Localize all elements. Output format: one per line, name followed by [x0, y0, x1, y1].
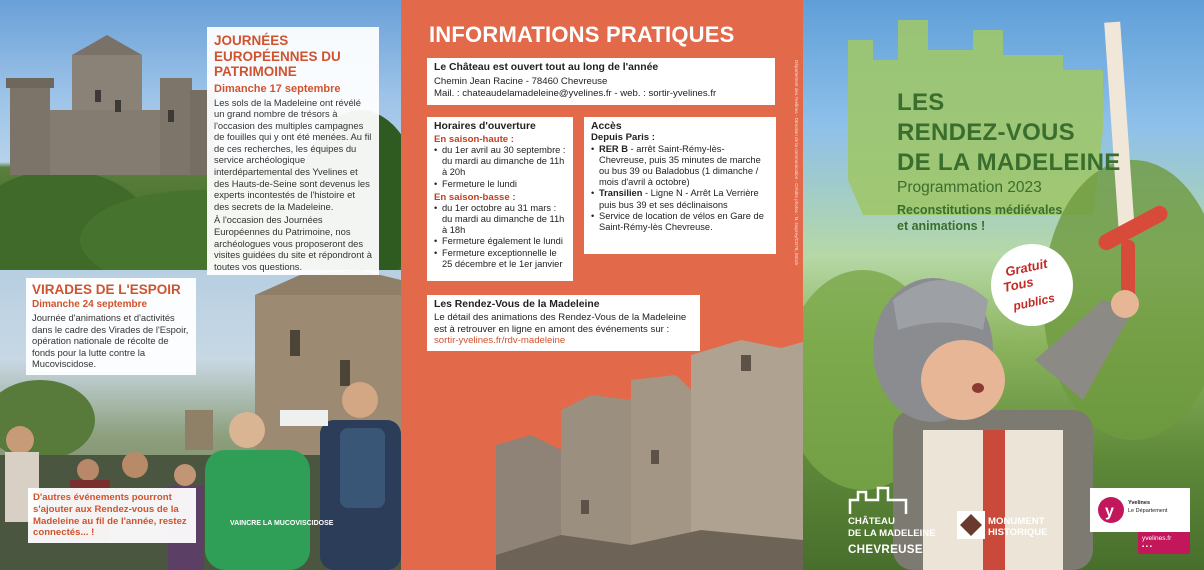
hours-box — [427, 117, 573, 281]
low-season-item: • Fermeture exceptionnelle le 25 décembre et le 1er janvier — [434, 248, 566, 270]
chateau-logo-line: DE LA MADELEINE — [848, 528, 936, 539]
rdv-heading: Les Rendez-Vous de la Madeleine — [434, 299, 600, 310]
virades-title: VIRADES DE L'ESPOIR — [32, 282, 181, 297]
photo-credit-text: Département des Yvelines - Direction de la communication - Crédits photos : N. Duprey/CD78, iStock — [794, 60, 799, 266]
virades-text: Journée d'animations et d'activités dans le cadre des Virades de l'Espoir, opération nationale de récolte de fonds pour la lutte contre la Mucoviscidose. — [32, 312, 189, 370]
jep-text-2: À l'occasion des Journées Européennes du Patrimoine, nos archéologues vous proposeront des visites guidées du site et répondront à toutes vos questions. — [214, 214, 372, 272]
chateau-logo-line: CHEVREUSE — [848, 543, 923, 556]
more-events-card — [28, 488, 196, 543]
castle-ruins-photo — [401, 300, 803, 570]
jep-text-1: Les sols de la Madeleine ont révélé un grand nombre de trésors à l'occasion des multiples campagnes de fouilles qui y ont été menées. Au fil de ces recherches, les équipes du service archéologique interdépartemental des Yvelines et des Hauts-de-Seine sont devenus les experts incontestés de l'histoire et des secrets de la Madeleine. — [214, 96, 372, 212]
yvelines-url[interactable]: yvelines.fr — [1138, 532, 1190, 554]
monument-historique-logo — [957, 511, 1057, 541]
social-icons[interactable]: ▪ ▪ ▪ — [1142, 544, 1152, 550]
badge-line: Gratuit — [1003, 255, 1049, 280]
badge-line: Tous — [1001, 273, 1035, 296]
opening-heading: Le Château est ouvert tout au long de l'année — [434, 62, 659, 73]
subtitle-line: et animations ! — [897, 219, 986, 233]
main-title — [897, 88, 1121, 178]
high-season-item: • Fermeture le lundi — [434, 179, 566, 190]
access-item-text: - arrêt Saint-Rémy-lès-Chevreuse, puis 35 minutes de marche ou bus 39 ou Baladobus (1 dimanche / mois d'avril à octobre) — [599, 143, 761, 188]
svg-text:y: y — [1105, 503, 1114, 520]
contact-line[interactable]: Mail. : chateaudelamadeleine@yvelines.fr - web. : sortir-yvelines.fr — [434, 87, 717, 99]
low-season-item: • du 1er octobre au 31 mars : du mardi au dimanche de 11h à 18h — [434, 203, 566, 237]
access-item-bike — [591, 211, 769, 233]
chateau-logo — [820, 486, 940, 556]
high-season-label: En saison-haute : — [434, 134, 514, 145]
jep-title: JOURNÉES EUROPÉENNES DU PATRIMOINE — [214, 33, 341, 79]
castle-outline-icon — [848, 486, 908, 516]
main-title-line: DE LA MADELEINE — [897, 149, 1121, 176]
main-title-line: LES — [897, 89, 945, 116]
access-heading: Accès — [591, 121, 622, 132]
access-item-rer — [591, 144, 769, 189]
tshirt-text: VAINCRE LA MUCOVISCIDOSE — [230, 520, 334, 527]
yvelines-logo — [1090, 488, 1194, 566]
yvelines-card — [1090, 488, 1190, 532]
access-item-text: - Ligne N - Arrêt La Verrière puis bus 39 et ses déclinaisons — [599, 188, 759, 210]
badge-line: publics — [1012, 290, 1057, 314]
access-item-bold: Transilien — [599, 188, 643, 199]
rdv-text: Le détail des animations des Rendez-Vous de la Madeleine est à retrouver en ligne en amont des événements sur : — [434, 312, 687, 335]
low-season-item: • Fermeture également le lundi — [434, 236, 566, 247]
left-panel — [0, 0, 401, 570]
mh-line: MONUMENT — [988, 516, 1045, 527]
info-title: INFORMATIONS PRATIQUES — [429, 22, 735, 47]
access-item-transilien — [591, 188, 769, 210]
programme-label: Programmation 2023 — [897, 179, 1042, 196]
access-item-bold: RER B — [599, 143, 628, 154]
address: Chemin Jean Racine - 78460 Chevreuse — [434, 76, 608, 87]
free-badge — [991, 244, 1073, 326]
opening-box — [427, 58, 775, 105]
more-events-text: D'autres événements pourront s'ajouter aux Rendez-vous de la Madeleine au fil de l'année, restez connectés... ! — [33, 492, 187, 539]
middle-panel — [401, 0, 803, 570]
rdv-link[interactable]: sortir-yvelines.fr/rdv-madeleine — [434, 335, 566, 347]
high-season-item: • du 1er avril au 30 septembre : du mardi au dimanche de 11h à 20h — [434, 145, 566, 179]
monument-historique-icon — [957, 511, 985, 539]
chateau-logo-line: CHÂTEAU — [848, 516, 895, 527]
virades-date: Dimanche 24 septembre — [32, 299, 148, 310]
yvelines-name: Yvelines — [1128, 500, 1151, 506]
subtitle-line: Reconstitutions médiévales — [897, 203, 1063, 217]
mh-line: HISTORIQUE — [988, 527, 1048, 538]
low-season-label: En saison-basse : — [434, 191, 516, 203]
access-item-text: Service de location de vélos en Gare de Saint-Rémy-lès Chevreuse. — [599, 210, 764, 233]
subtitle — [897, 202, 1062, 234]
hours-heading: Horaires d'ouverture — [434, 121, 536, 132]
access-from: Depuis Paris : — [591, 132, 655, 143]
access-box — [584, 117, 776, 254]
virades-card — [26, 278, 196, 375]
yvelines-sub: Le Département — [1128, 508, 1168, 514]
jep-card — [207, 27, 379, 275]
jep-date: Dimanche 17 septembre — [214, 82, 341, 95]
yvelines-y-icon — [1096, 495, 1126, 525]
main-title-line: RENDEZ-VOUS — [897, 119, 1075, 146]
